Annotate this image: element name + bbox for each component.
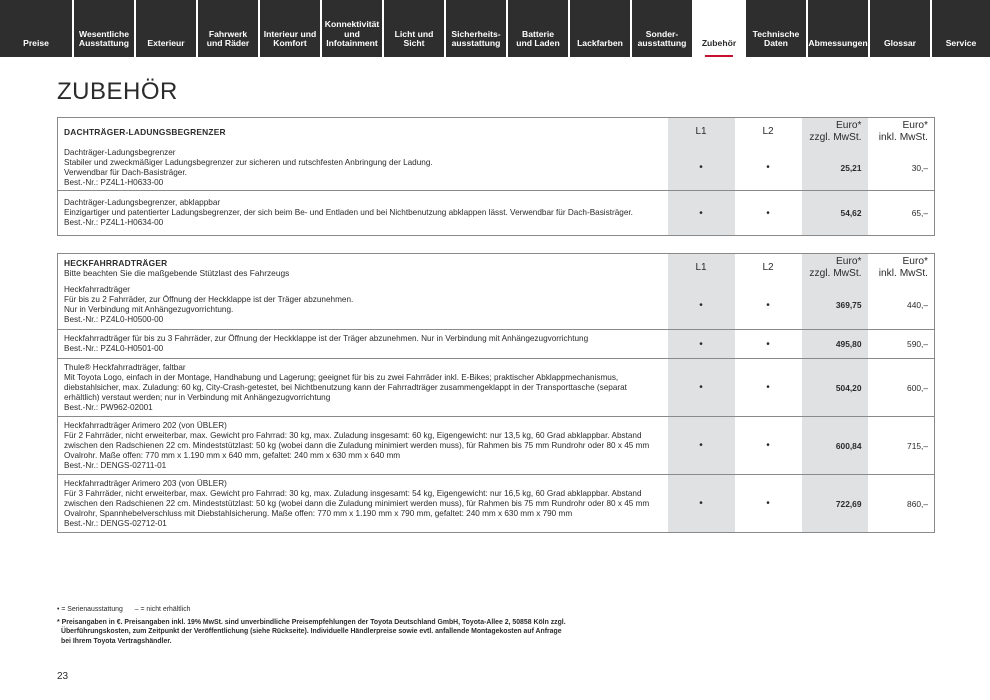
price-net: 25,21 — [802, 146, 868, 191]
product-details: Einzigartiger und patentierter Ladungsbegrenzer, der sich beim Be- und Entladen und bei Nichtbenutzung abklappen lässt. Verwendbar für Dach-Basisträger. Best.-Nr.: PZ4L1-H0634-00 — [64, 208, 633, 227]
price-net: 495,80 — [802, 330, 868, 359]
availability-l2: • — [735, 330, 802, 359]
product-details: Mit Toyota Logo, einfach in der Montage, Handhabung und Lagerung; geeignet für bis zu zwei Fahrräder inkl. E-Bikes; praktischer Abklappmechanismus, diebstahlsicher, max. Zuladung: 60 kg, City-Crash-getestet, bei Nichtbenutzung kann der Fahrradträger zusammengeklappt in der Transporttasche (separat erhältlich) verstaut werden; nur in Verbindung mit Anhängezugvorrichtung Best.-Nr.: PW962-02001 — [64, 372, 627, 412]
table-row — [58, 330, 935, 359]
legend — [57, 606, 200, 613]
price-gross-header-label: Euro* inkl. MwSt. — [878, 255, 928, 279]
nav-tab-licht[interactable]: Licht und Sicht — [384, 0, 444, 57]
column-l1-header: L1 — [668, 118, 735, 146]
page-number: 23 — [57, 671, 69, 682]
price-gross: 65,– — [911, 208, 928, 218]
table-row — [58, 282, 935, 330]
product-description — [58, 282, 668, 330]
table-header-row — [58, 254, 935, 282]
nav-tab-konnektivitaet[interactable]: Konnektivität und Infotainment — [322, 0, 382, 57]
product-name: Heckfahrradträger Arimero 203 (von ÜBLER) — [64, 478, 227, 488]
page-title: ZUBEHÖR — [57, 78, 178, 105]
product-name: Heckfahrradträger — [64, 285, 130, 295]
price-gross: 590,– — [868, 330, 935, 359]
column-l2-header: L2 — [762, 262, 774, 274]
table-row — [58, 475, 935, 533]
nav-tab-fahrwerk[interactable]: Fahrwerk und Räder — [198, 0, 258, 57]
price-footnote — [57, 618, 617, 646]
availability-l2: • — [766, 498, 770, 509]
product-details: für bis zu 3 Fahrräder, zur Öffnung der Heckklappe ist der Träger abzunehmen. Nur in Verbindung mit Anhängezugvorrichtung Best.-Nr.: PZ4L0-H0501-00 — [64, 334, 589, 353]
nav-tab-glossar[interactable]: Glossar — [870, 0, 930, 57]
availability-l1: • — [668, 191, 735, 236]
footnote-line: Überführungskosten, zum Zeitpunkt der Veröffentlichung (siehe Rückseite). Individuelle Händlerpreise sowie evtl. anfallende Montagekosten auf Anfrage — [61, 628, 562, 636]
availability-l1: • — [668, 282, 735, 330]
section-heading — [58, 254, 668, 282]
product-details: Für 3 Fahrräder, nicht erweiterbar, max. Gewicht pro Fahrrad: 30 kg, max. Zuladung insgesamt: 54 kg, Eigengewicht: nur 16,5 kg, 60 Grad abklappbar. Abstand zwischen den Radschienen 22 cm. Mindeststützlast: 50 kg (wobei dann die Zuladung minimiert werden muss), für Rahmen bis 75 mm Rundrohr oder 80 x 45 mm Ovalrohr, Spannhebelverschluss mit Diebstahlsicherung. Maße offen: 770 mm x 1.190 mm x 790 mm, gefaltet: 240 mm x 630 mm x 790 mm Best.-Nr.: DENGS-02712-01 — [64, 488, 650, 528]
table-row — [58, 359, 935, 417]
price-gross-header-label: Euro* inkl. MwSt. — [878, 119, 928, 143]
product-name: Dachträger-Ladungsbegrenzer — [64, 147, 176, 157]
section-title: DACHTRÄGER-LADUNGSBEGRENZER — [64, 126, 226, 137]
rear-bike-carrier-table — [57, 253, 935, 533]
nav-tab-abmessungen[interactable]: Abmessungen — [808, 0, 868, 57]
legend-standard: • = Serienausstattung — [57, 606, 123, 613]
product-description — [58, 359, 668, 417]
availability-l1: • — [668, 330, 735, 359]
column-price-net-header — [802, 118, 868, 146]
price-net-header-label: Euro* zzgl. MwSt. — [809, 119, 862, 143]
availability-l2: • — [735, 146, 802, 191]
footnote-line: bei Ihrem Toyota Vertragshändler. — [61, 637, 172, 645]
price-net: 369,75 — [802, 282, 868, 330]
nav-tab-batterie[interactable]: Batterie und Laden — [508, 0, 568, 57]
availability-l1: • — [668, 475, 735, 533]
price-gross: 30,– — [868, 146, 935, 191]
availability-l2: • — [735, 282, 802, 330]
product-name: Dachträger-Ladungsbegrenzer, abklappbar — [64, 198, 221, 207]
product-name: Thule® Heckfahrradträger, faltbar — [64, 362, 186, 372]
price-gross: 440,– — [868, 282, 935, 330]
product-details: Für 2 Fahrräder, nicht erweiterbar, max. Gewicht pro Fahrrad: 30 kg, max. Zuladung insgesamt: 60 kg, Eigengewicht: nur 13,5 kg, 60 Grad abklappbar. Abstand zwischen den Radschienen 22 cm. Mindeststützlast: 50 kg (wobei dann die Zuladung minimiert werden muss), für Rahmen bis 75 mm Rundrohr oder 80 x 45 mm Ovalrohr. Maße offen: 770 mm x 1.190 mm x 640 mm, gefaltet: 240 mm x 630 mm x 640 mm Best.-Nr.: DENGS-02711-01 — [64, 430, 650, 470]
product-description — [58, 146, 668, 191]
table-row — [58, 191, 935, 236]
price-net: 54,62 — [802, 191, 868, 236]
footnote-line: * Preisangaben in €. Preisangaben inkl. 19% MwSt. sind unverbindliche Preisempfehlungen der Toyota Deutschland GmbH, Toyota-Allee 2, 50858 Köln zzgl. — [57, 619, 566, 626]
nav-tab-interieur[interactable]: Interieur und Komfort — [260, 0, 320, 57]
nav-tab-sicherheit[interactable]: Sicherheits- ausstattung — [446, 0, 506, 57]
roof-rack-load-stops-table — [57, 117, 935, 236]
nav-tab-sonderausstattung[interactable]: Sonder- ausstattung — [632, 0, 692, 57]
price-net: 722,69 — [802, 475, 868, 533]
price-net-header-label: Euro* zzgl. MwSt. — [809, 255, 862, 279]
column-price-gross-header — [868, 118, 935, 146]
price-net: 600,84 — [802, 417, 868, 475]
product-description — [58, 417, 668, 475]
availability-l1: • — [668, 146, 735, 191]
availability-l2: • — [766, 207, 770, 219]
nav-tab-technische-daten[interactable]: Technische Daten — [746, 0, 806, 57]
nav-tab-exterieur[interactable]: Exterieur — [136, 0, 196, 57]
product-details: Stabiler und zweckmäßiger Ladungsbegrenzer zur sicheren und rutschfesten Anbringung der Ladung. Verwendbar für Dach-Basisträger. Best.-Nr.: PZ4L1-H0633-00 — [64, 157, 433, 187]
availability-l2: • — [735, 359, 802, 417]
top-navigation — [0, 0, 990, 57]
section-heading — [58, 118, 668, 146]
table-row — [58, 146, 935, 191]
product-name: Heckfahrradträger Arimero 202 (von ÜBLER) — [64, 420, 227, 430]
price-gross: 860,– — [907, 498, 928, 509]
availability-l2: • — [735, 417, 802, 475]
price-gross: 715,– — [868, 417, 935, 475]
product-details: Für bis zu 2 Fahrräder, zur Öffnung der Heckklappe ist der Träger abzunehmen. Nur in Verbindung mit Anhängezugvorrichtung. Best.-Nr.: PZ4L0-H0500-00 — [64, 295, 354, 325]
price-net: 504,20 — [802, 359, 868, 417]
nav-tab-lackfarben[interactable]: Lackfarben — [570, 0, 630, 57]
product-description — [58, 330, 668, 359]
nav-tab-service[interactable]: Service — [932, 0, 990, 57]
product-description — [58, 475, 668, 533]
availability-l1: • — [668, 417, 735, 475]
column-l1-header: L1 — [668, 254, 735, 282]
table-header-row — [58, 118, 935, 146]
column-price-net-header — [802, 254, 868, 282]
table-row — [58, 417, 935, 475]
section-subtitle: Bitte beachten Sie die maßgebende Stützlast des Fahrzeugs — [64, 267, 290, 278]
legend-not-available: – = nicht erhältlich — [134, 606, 191, 613]
section-title: HECKFAHRRADTRÄGER — [64, 257, 168, 268]
nav-tab-wesentliche-ausstattung[interactable]: Wesentliche Ausstattung — [74, 0, 134, 57]
product-name: Heckfahrradträger — [64, 334, 130, 343]
column-l2-header: L2 — [762, 126, 774, 138]
availability-l1: • — [668, 359, 735, 417]
nav-tab-zubehoer[interactable]: Zubehör — [694, 0, 744, 57]
column-price-gross-header — [868, 254, 935, 282]
product-description — [58, 191, 668, 236]
price-gross: 600,– — [868, 359, 935, 417]
nav-tab-preise[interactable]: Preise — [0, 0, 72, 57]
